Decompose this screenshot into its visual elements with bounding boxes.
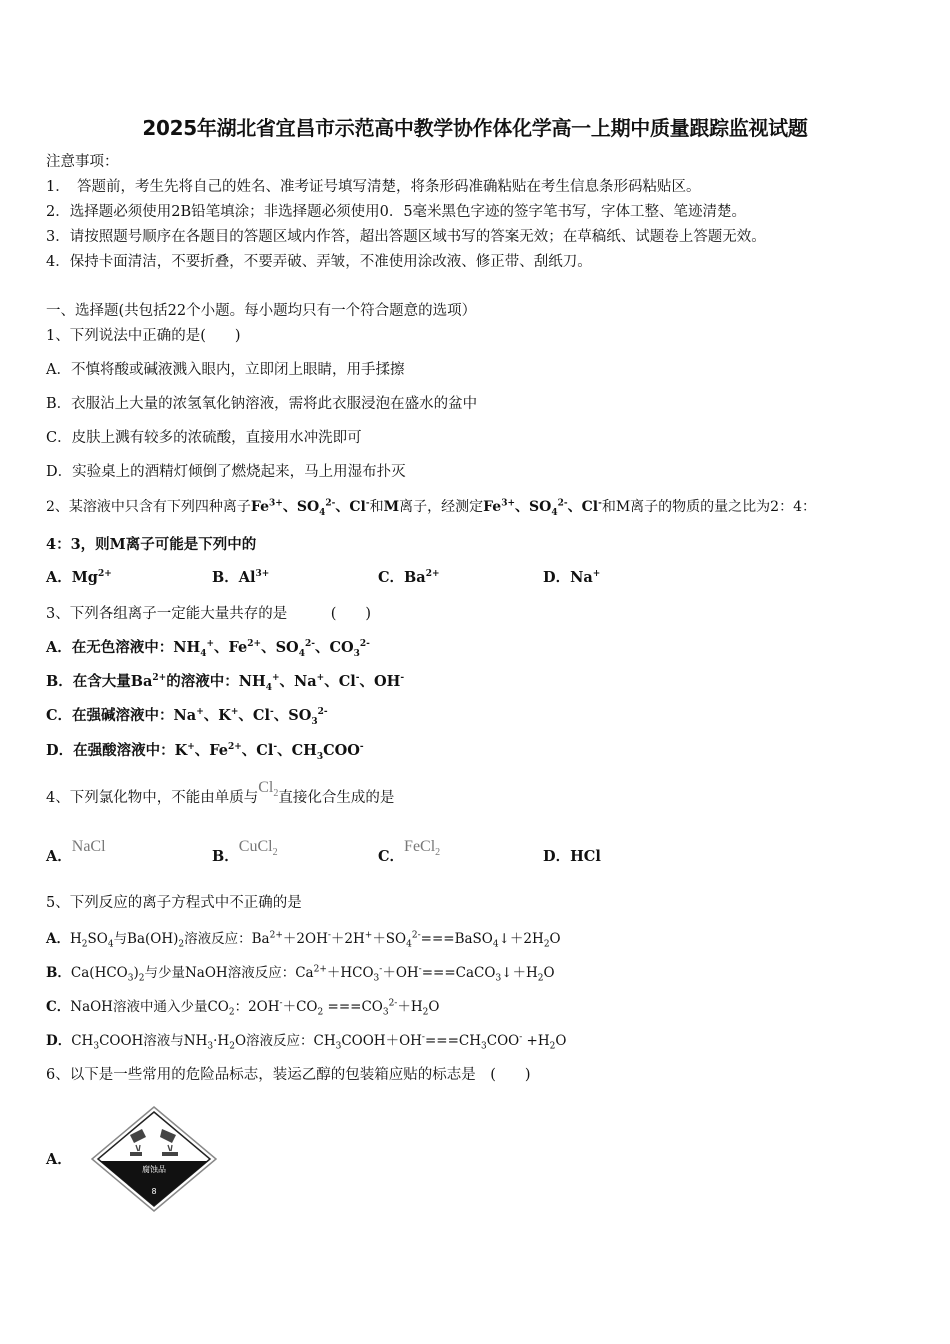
q1-stem: 1、下列说法中正确的是( ) [46,328,241,344]
q5-option-d: D．$CH_3COOH$溶液与$NH_3\cdot H_2O$溶液反应：$CH_3COOH+OH^-===CH_3COO^- +H_2O$ [46,1032,567,1052]
q6-option-a: A． [46,1151,72,1168]
q1-option-b: B．衣服沾上大量的浓氢氧化钠溶液，需将此衣服浸泡在盛水的盆中 [46,396,478,412]
sign-label: 腐蚀品 [142,1165,166,1174]
q2-option-a: A．$Mg^{2+}$ [46,569,112,586]
notice-item-4: 4．保持卡面清洁，不要折叠，不要弄破、弄皱，不准使用涂改液、修正带、刮纸刀。 [46,254,592,270]
q3-option-d: D．在强酸溶液中：K+、$Fe^{2+}$、Cl-、$CH_3COO^-$ [46,742,364,762]
q4-option-c: C．FeCl$_2$ [378,838,441,865]
q1-option-c: C．皮肤上溅有较多的浓硫酸，直接用水冲洗即可 [46,430,362,446]
q5-stem: 5、下列反应的离子方程式中不正确的是 [46,895,302,911]
notice-item-3: 3．请按照题号顺序在各题目的答题区域内作答，超出答题区域书写的答案无效；在草稿纸、试题卷上答题无效。 [46,229,766,245]
q5-option-c: C．NaOH溶液中通入少量$CO_2$：$2OH^-+CO_2 ===CO_3^{2-}+H_2O$ [46,998,440,1018]
q2-stem-line2: 4：3，则M离子可能是下列中的 [46,536,257,553]
q2-option-b: B．$Al^{3+}$ [212,569,270,586]
notice-heading: 注意事项： [46,154,119,170]
notice-item-1: 1． 答题前，考生先将自己的姓名、准考证号填写清楚，将条形码准确粘贴在考生信息条形码粘贴区。 [46,179,701,195]
q3-stem: 3、下列各组离子一定能大量共存的是 ( ) [46,606,372,622]
q6-stem: 6、以下是一些常用的危险品标志，装运乙醇的包装箱应贴的标志是 ( ) [46,1067,531,1083]
q1-option-d: D．实验桌上的酒精灯倾倒了燃烧起来，马上用湿布扑灭 [46,464,406,480]
q4-option-d: D．HCl [543,848,601,865]
page-title: 2025年湖北省宜昌市示范高中教学协作体化学高一上期中质量跟踪监视试题 [142,116,808,140]
q1-option-a: A．不慎将酸或碱液溅入眼内，立即闭上眼睛，用手揉擦 [46,362,405,378]
q2-option-c: C．$Ba^{2+}$ [378,569,440,586]
q4-option-a: A．NaCl [46,838,106,865]
q2-stem: 2、某溶液中只含有下列四种离子$Fe^{3+}$、$SO_4^{2-}$、Cl-和M离子，经测定$Fe^{3+}$、$SO_4^{2-}$、Cl-和M离子的物质的量之比为2：4： [46,498,816,518]
q2-option-d: D．Na+ [543,569,601,586]
sign-class-number: 8 [151,1187,157,1196]
q3-option-b: B．在含大量$Ba^{2+}$的溶液中：$NH_4^+$、Na+、Cl-、OH- [46,673,405,693]
section-heading: 一、选择题(共包括22个小题。每小题均只有一个符合题意的选项） [46,303,477,319]
q3-option-a: A．在无色溶液中：$NH_4^+$、$Fe^{2+}$、$SO_4^{2-}$、$CO_3^{2-}$ [46,639,370,659]
q5-option-a: A．$H_2SO_4$与$Ba(OH)_2$溶液反应：$Ba^{2+}+2OH^-+2H^++SO_4^{2-}===BaSO_4↓+2H_2O$ [46,930,561,950]
notice-item-2: 2．选择题必须使用2B铅笔填涂；非选择题必须使用0．5毫米黑色字迹的签字笔书写，字体工整、笔迹清楚。 [46,204,747,220]
q3-option-c: C．在强碱溶液中：Na+、K+、Cl-、$SO_3^{2-}$ [46,707,328,727]
q5-option-b: B．$Ca(HCO_3)_2$与少量NaOH溶液反应：$Ca^{2+}+HCO_3^-+OH^-===CaCO_3↓+H_2O$ [46,964,555,984]
q4-stem: 4、下列氯化物中，不能由单质与$Cl_2$直接化合生成的是 [46,779,395,806]
cl2-formula: $Cl_2$ [258,779,279,800]
q4-option-b: B．CuCl$_2$ [212,838,278,865]
corrosive-hazard-sign-icon [90,1105,218,1213]
